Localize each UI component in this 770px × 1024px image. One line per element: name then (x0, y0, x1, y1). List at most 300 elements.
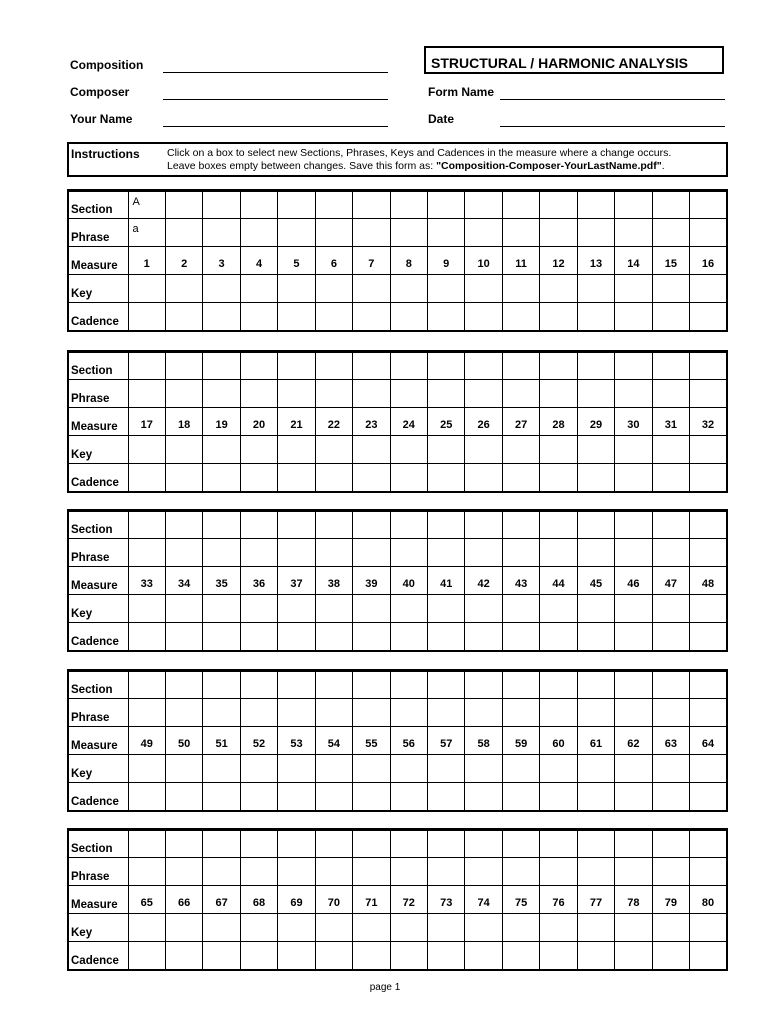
phrase-cell[interactable] (577, 219, 614, 247)
key-cell[interactable] (390, 755, 427, 783)
phrase-cell[interactable] (390, 699, 427, 727)
phrase-cell[interactable] (278, 380, 315, 408)
cadence-cell[interactable] (390, 623, 427, 651)
key-cell[interactable] (128, 275, 165, 303)
phrase-cell[interactable] (278, 699, 315, 727)
phrase-cell[interactable] (240, 380, 277, 408)
section-cell[interactable] (540, 671, 577, 699)
cadence-cell[interactable] (540, 303, 577, 331)
section-cell[interactable] (540, 830, 577, 858)
cadence-cell[interactable] (315, 623, 352, 651)
key-cell[interactable] (465, 595, 502, 623)
key-cell[interactable] (428, 595, 465, 623)
phrase-cell[interactable] (353, 219, 390, 247)
phrase-cell[interactable] (128, 380, 165, 408)
section-cell[interactable] (615, 830, 652, 858)
cadence-cell[interactable] (690, 942, 727, 970)
section-cell[interactable] (315, 191, 352, 219)
section-cell[interactable] (690, 830, 727, 858)
phrase-cell[interactable] (353, 699, 390, 727)
section-cell[interactable] (353, 352, 390, 380)
form-name-field[interactable] (500, 99, 725, 100)
phrase-cell[interactable] (203, 699, 240, 727)
phrase-cell[interactable] (428, 380, 465, 408)
section-cell[interactable] (203, 671, 240, 699)
section-cell[interactable] (577, 671, 614, 699)
section-cell[interactable] (428, 352, 465, 380)
section-cell[interactable] (615, 352, 652, 380)
cadence-cell[interactable] (390, 464, 427, 492)
cadence-cell[interactable] (465, 942, 502, 970)
section-cell[interactable] (540, 352, 577, 380)
cadence-cell[interactable] (240, 464, 277, 492)
cadence-cell[interactable] (690, 303, 727, 331)
cadence-cell[interactable] (128, 623, 165, 651)
cadence-cell[interactable] (203, 303, 240, 331)
cadence-cell[interactable] (465, 464, 502, 492)
cadence-cell[interactable] (577, 464, 614, 492)
phrase-cell[interactable] (465, 539, 502, 567)
cadence-cell[interactable] (353, 942, 390, 970)
section-cell[interactable] (353, 511, 390, 539)
key-cell[interactable] (240, 436, 277, 464)
section-cell[interactable] (278, 671, 315, 699)
phrase-cell[interactable] (540, 699, 577, 727)
section-cell[interactable] (203, 511, 240, 539)
cadence-cell[interactable] (502, 623, 539, 651)
key-cell[interactable] (615, 755, 652, 783)
phrase-cell[interactable] (652, 858, 689, 886)
key-cell[interactable] (428, 275, 465, 303)
cadence-cell[interactable] (353, 303, 390, 331)
phrase-cell[interactable] (652, 699, 689, 727)
cadence-cell[interactable] (240, 942, 277, 970)
cadence-cell[interactable] (428, 783, 465, 811)
cadence-cell[interactable] (165, 942, 202, 970)
key-cell[interactable] (390, 914, 427, 942)
section-cell[interactable] (240, 352, 277, 380)
section-cell[interactable] (315, 830, 352, 858)
key-cell[interactable] (465, 436, 502, 464)
section-cell[interactable] (203, 191, 240, 219)
key-cell[interactable] (540, 914, 577, 942)
phrase-cell[interactable] (540, 219, 577, 247)
phrase-cell[interactable] (465, 380, 502, 408)
section-cell[interactable] (390, 191, 427, 219)
key-cell[interactable] (315, 755, 352, 783)
section-cell[interactable] (315, 352, 352, 380)
key-cell[interactable] (502, 275, 539, 303)
phrase-cell[interactable] (240, 699, 277, 727)
section-cell[interactable] (652, 511, 689, 539)
key-cell[interactable] (315, 275, 352, 303)
section-cell[interactable] (465, 511, 502, 539)
cadence-cell[interactable] (128, 783, 165, 811)
section-cell[interactable] (465, 191, 502, 219)
cadence-cell[interactable] (390, 303, 427, 331)
section-cell[interactable] (502, 352, 539, 380)
section-cell[interactable] (502, 830, 539, 858)
phrase-cell[interactable] (465, 858, 502, 886)
date-field[interactable] (500, 126, 725, 127)
cadence-cell[interactable] (540, 464, 577, 492)
cadence-cell[interactable] (165, 303, 202, 331)
phrase-cell[interactable] (615, 858, 652, 886)
phrase-cell[interactable] (165, 858, 202, 886)
phrase-cell[interactable] (652, 219, 689, 247)
key-cell[interactable] (240, 755, 277, 783)
cadence-cell[interactable] (428, 303, 465, 331)
cadence-cell[interactable] (278, 783, 315, 811)
cadence-cell[interactable] (652, 623, 689, 651)
cadence-cell[interactable] (577, 303, 614, 331)
cadence-cell[interactable] (390, 783, 427, 811)
phrase-cell[interactable] (428, 699, 465, 727)
key-cell[interactable] (690, 914, 727, 942)
phrase-cell[interactable] (128, 858, 165, 886)
phrase-cell[interactable] (278, 858, 315, 886)
cadence-cell[interactable] (165, 623, 202, 651)
section-cell[interactable] (615, 191, 652, 219)
cadence-cell[interactable] (615, 623, 652, 651)
key-cell[interactable] (390, 595, 427, 623)
section-cell[interactable] (278, 830, 315, 858)
key-cell[interactable] (203, 275, 240, 303)
phrase-cell[interactable] (315, 539, 352, 567)
key-cell[interactable] (690, 436, 727, 464)
section-cell[interactable] (278, 191, 315, 219)
phrase-cell[interactable] (203, 539, 240, 567)
cadence-cell[interactable] (540, 623, 577, 651)
composer-field[interactable] (163, 99, 388, 100)
key-cell[interactable] (353, 275, 390, 303)
section-cell[interactable] (428, 830, 465, 858)
section-cell[interactable] (240, 671, 277, 699)
section-cell[interactable] (690, 671, 727, 699)
cadence-cell[interactable] (577, 623, 614, 651)
section-cell[interactable] (577, 191, 614, 219)
phrase-cell[interactable] (353, 539, 390, 567)
cadence-cell[interactable] (615, 942, 652, 970)
section-cell[interactable] (353, 671, 390, 699)
cadence-cell[interactable] (690, 783, 727, 811)
cadence-cell[interactable] (428, 464, 465, 492)
key-cell[interactable] (128, 914, 165, 942)
phrase-cell[interactable] (690, 699, 727, 727)
cadence-cell[interactable] (315, 942, 352, 970)
section-cell[interactable] (315, 511, 352, 539)
section-cell[interactable] (203, 352, 240, 380)
key-cell[interactable] (690, 275, 727, 303)
key-cell[interactable] (278, 275, 315, 303)
phrase-cell[interactable] (540, 539, 577, 567)
key-cell[interactable] (540, 275, 577, 303)
phrase-cell[interactable] (315, 699, 352, 727)
phrase-cell[interactable] (353, 380, 390, 408)
phrase-cell[interactable] (577, 699, 614, 727)
section-cell[interactable] (240, 191, 277, 219)
cadence-cell[interactable] (465, 303, 502, 331)
section-cell[interactable] (315, 671, 352, 699)
phrase-cell[interactable] (353, 858, 390, 886)
cadence-cell[interactable] (615, 464, 652, 492)
key-cell[interactable] (165, 914, 202, 942)
key-cell[interactable] (428, 755, 465, 783)
key-cell[interactable] (652, 755, 689, 783)
cadence-cell[interactable] (615, 303, 652, 331)
phrase-cell[interactable] (165, 380, 202, 408)
section-cell[interactable] (502, 191, 539, 219)
cadence-cell[interactable] (577, 783, 614, 811)
key-cell[interactable] (540, 595, 577, 623)
phrase-cell[interactable] (278, 539, 315, 567)
cadence-cell[interactable] (652, 942, 689, 970)
key-cell[interactable] (577, 755, 614, 783)
section-cell[interactable] (240, 830, 277, 858)
key-cell[interactable] (540, 755, 577, 783)
phrase-cell[interactable] (428, 858, 465, 886)
cadence-cell[interactable] (278, 942, 315, 970)
cadence-cell[interactable] (540, 783, 577, 811)
key-cell[interactable] (615, 595, 652, 623)
section-cell[interactable] (390, 830, 427, 858)
cadence-cell[interactable] (315, 464, 352, 492)
section-cell[interactable] (428, 511, 465, 539)
phrase-cell[interactable] (690, 858, 727, 886)
key-cell[interactable] (240, 275, 277, 303)
cadence-cell[interactable] (502, 303, 539, 331)
composition-field[interactable] (163, 72, 388, 73)
key-cell[interactable] (278, 755, 315, 783)
phrase-cell[interactable] (502, 858, 539, 886)
section-cell[interactable] (165, 830, 202, 858)
cadence-cell[interactable] (652, 303, 689, 331)
cadence-cell[interactable] (278, 623, 315, 651)
cadence-cell[interactable] (502, 783, 539, 811)
phrase-cell[interactable] (502, 699, 539, 727)
cadence-cell[interactable] (315, 783, 352, 811)
key-cell[interactable] (390, 436, 427, 464)
phrase-cell[interactable] (240, 858, 277, 886)
section-cell[interactable] (390, 671, 427, 699)
key-cell[interactable] (465, 914, 502, 942)
phrase-cell[interactable] (652, 380, 689, 408)
cadence-cell[interactable] (353, 464, 390, 492)
key-cell[interactable] (353, 436, 390, 464)
key-cell[interactable] (165, 275, 202, 303)
key-cell[interactable] (203, 436, 240, 464)
cadence-cell[interactable] (502, 464, 539, 492)
section-cell[interactable] (240, 511, 277, 539)
phrase-cell[interactable] (315, 380, 352, 408)
phrase-cell[interactable] (240, 539, 277, 567)
phrase-cell[interactable] (315, 219, 352, 247)
cadence-cell[interactable] (203, 623, 240, 651)
key-cell[interactable] (165, 755, 202, 783)
cadence-cell[interactable] (165, 783, 202, 811)
cadence-cell[interactable] (128, 464, 165, 492)
key-cell[interactable] (577, 436, 614, 464)
section-cell[interactable] (652, 671, 689, 699)
phrase-cell[interactable] (690, 219, 727, 247)
key-cell[interactable] (652, 436, 689, 464)
phrase-cell[interactable] (203, 219, 240, 247)
section-cell[interactable] (690, 511, 727, 539)
section-cell[interactable] (615, 671, 652, 699)
cadence-cell[interactable] (353, 623, 390, 651)
cadence-cell[interactable] (690, 464, 727, 492)
cadence-cell[interactable] (690, 623, 727, 651)
cadence-cell[interactable] (353, 783, 390, 811)
key-cell[interactable] (577, 914, 614, 942)
phrase-cell[interactable] (502, 380, 539, 408)
key-cell[interactable] (615, 275, 652, 303)
key-cell[interactable] (278, 914, 315, 942)
cadence-cell[interactable] (240, 783, 277, 811)
section-cell[interactable] (577, 830, 614, 858)
phrase-cell[interactable] (540, 380, 577, 408)
section-cell[interactable] (353, 191, 390, 219)
cadence-cell[interactable] (278, 303, 315, 331)
key-cell[interactable] (465, 755, 502, 783)
cadence-cell[interactable] (203, 783, 240, 811)
phrase-cell[interactable] (615, 219, 652, 247)
section-cell[interactable] (502, 511, 539, 539)
key-cell[interactable] (690, 755, 727, 783)
section-cell[interactable] (353, 830, 390, 858)
key-cell[interactable] (428, 914, 465, 942)
phrase-cell[interactable] (165, 539, 202, 567)
phrase-cell[interactable] (615, 699, 652, 727)
key-cell[interactable] (502, 755, 539, 783)
section-cell[interactable] (652, 352, 689, 380)
key-cell[interactable] (353, 755, 390, 783)
key-cell[interactable] (128, 436, 165, 464)
phrase-cell[interactable] (652, 539, 689, 567)
section-cell[interactable] (540, 191, 577, 219)
phrase-cell[interactable] (390, 539, 427, 567)
cadence-cell[interactable] (315, 303, 352, 331)
phrase-cell[interactable] (390, 380, 427, 408)
key-cell[interactable] (315, 436, 352, 464)
key-cell[interactable] (502, 436, 539, 464)
key-cell[interactable] (502, 595, 539, 623)
key-cell[interactable] (203, 914, 240, 942)
phrase-cell[interactable] (502, 539, 539, 567)
cadence-cell[interactable] (615, 783, 652, 811)
phrase-cell[interactable] (540, 858, 577, 886)
section-cell[interactable] (128, 511, 165, 539)
section-cell[interactable] (278, 352, 315, 380)
section-cell[interactable] (465, 671, 502, 699)
phrase-cell[interactable] (615, 380, 652, 408)
section-cell[interactable] (690, 191, 727, 219)
key-cell[interactable] (240, 914, 277, 942)
phrase-cell[interactable] (577, 380, 614, 408)
phrase-cell[interactable] (203, 858, 240, 886)
section-cell[interactable]: A (128, 191, 165, 219)
key-cell[interactable] (203, 755, 240, 783)
phrase-cell[interactable] (203, 380, 240, 408)
key-cell[interactable] (652, 914, 689, 942)
key-cell[interactable] (128, 595, 165, 623)
section-cell[interactable] (128, 352, 165, 380)
phrase-cell[interactable] (465, 219, 502, 247)
section-cell[interactable] (465, 830, 502, 858)
cadence-cell[interactable] (540, 942, 577, 970)
key-cell[interactable] (690, 595, 727, 623)
phrase-cell[interactable] (390, 858, 427, 886)
phrase-cell[interactable] (690, 539, 727, 567)
phrase-cell[interactable] (577, 858, 614, 886)
cadence-cell[interactable] (652, 464, 689, 492)
key-cell[interactable] (353, 914, 390, 942)
key-cell[interactable] (428, 436, 465, 464)
section-cell[interactable] (128, 671, 165, 699)
section-cell[interactable] (165, 191, 202, 219)
key-cell[interactable] (652, 275, 689, 303)
section-cell[interactable] (465, 352, 502, 380)
cadence-cell[interactable] (428, 623, 465, 651)
key-cell[interactable] (315, 914, 352, 942)
cadence-cell[interactable] (240, 303, 277, 331)
section-cell[interactable] (428, 671, 465, 699)
key-cell[interactable] (390, 275, 427, 303)
key-cell[interactable] (128, 755, 165, 783)
cadence-cell[interactable] (390, 942, 427, 970)
phrase-cell[interactable] (502, 219, 539, 247)
phrase-cell[interactable] (165, 219, 202, 247)
key-cell[interactable] (577, 275, 614, 303)
section-cell[interactable] (690, 352, 727, 380)
phrase-cell[interactable] (615, 539, 652, 567)
phrase-cell[interactable] (690, 380, 727, 408)
section-cell[interactable] (615, 511, 652, 539)
cadence-cell[interactable] (278, 464, 315, 492)
cadence-cell[interactable] (652, 783, 689, 811)
key-cell[interactable] (540, 436, 577, 464)
section-cell[interactable] (128, 830, 165, 858)
key-cell[interactable] (353, 595, 390, 623)
phrase-cell[interactable] (577, 539, 614, 567)
key-cell[interactable] (577, 595, 614, 623)
key-cell[interactable] (615, 914, 652, 942)
key-cell[interactable] (652, 595, 689, 623)
section-cell[interactable] (652, 830, 689, 858)
cadence-cell[interactable] (203, 464, 240, 492)
cadence-cell[interactable] (128, 303, 165, 331)
key-cell[interactable] (240, 595, 277, 623)
section-cell[interactable] (577, 352, 614, 380)
section-cell[interactable] (577, 511, 614, 539)
section-cell[interactable] (390, 352, 427, 380)
section-cell[interactable] (278, 511, 315, 539)
section-cell[interactable] (203, 830, 240, 858)
phrase-cell[interactable] (278, 219, 315, 247)
key-cell[interactable] (615, 436, 652, 464)
key-cell[interactable] (502, 914, 539, 942)
key-cell[interactable] (165, 436, 202, 464)
section-cell[interactable] (165, 671, 202, 699)
key-cell[interactable] (315, 595, 352, 623)
cadence-cell[interactable] (465, 783, 502, 811)
phrase-cell[interactable] (128, 699, 165, 727)
section-cell[interactable] (502, 671, 539, 699)
section-cell[interactable] (540, 511, 577, 539)
phrase-cell[interactable]: a (128, 219, 165, 247)
cadence-cell[interactable] (203, 942, 240, 970)
key-cell[interactable] (203, 595, 240, 623)
